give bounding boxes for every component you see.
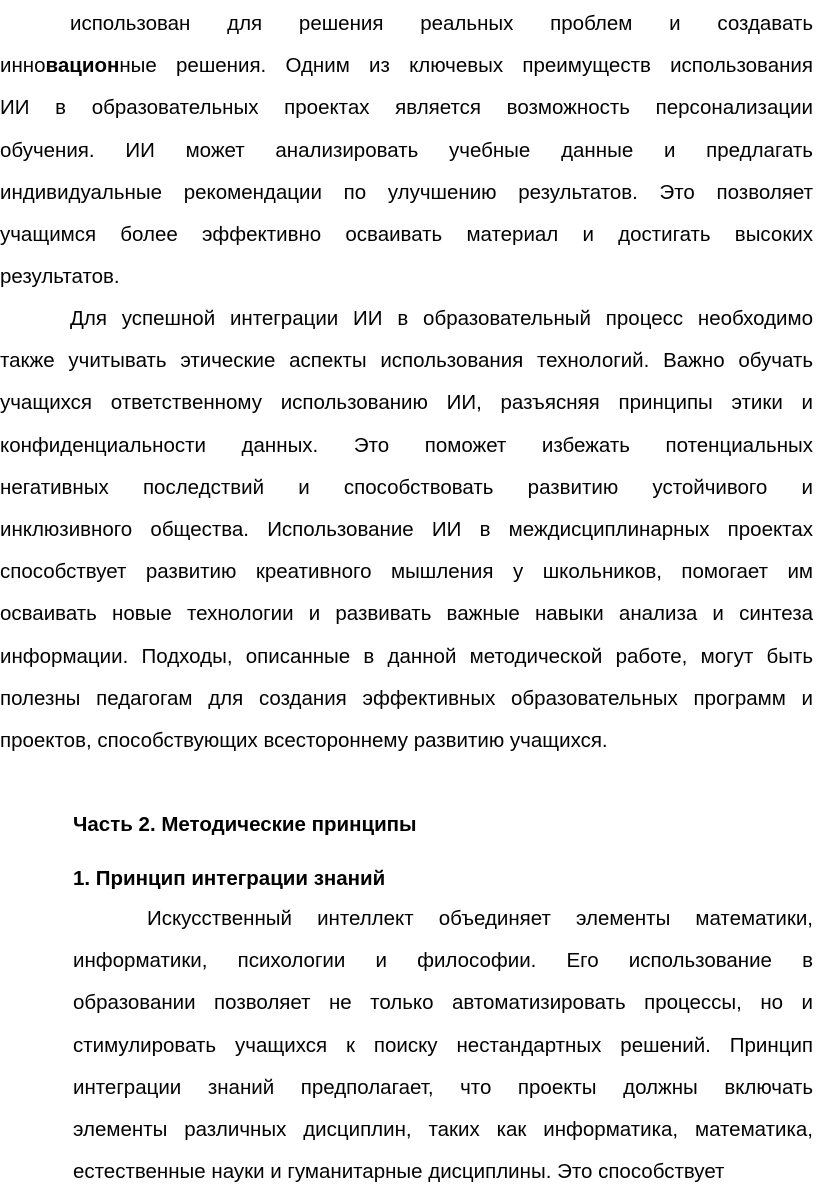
paragraph-2 [0, 298, 813, 762]
text-line: стимулировать учащихся к поиску нестандартных решений. Принцип [73, 1033, 813, 1057]
text-line: инклюзивного общества. Использование ИИ в междисциплинарных проектах [0, 517, 813, 541]
text-line: ИИ в образовательных проектах является возможность персонализации [0, 96, 813, 120]
text-line: также учитывать этические аспекты использования технологий. Важно обучать [0, 349, 813, 373]
text-line: естественные науки и гуманитарные дисциплины. Это способствует [73, 1160, 725, 1184]
text-line: интеграции знаний предполагает, что проекты должны включать [73, 1075, 813, 1099]
paragraph-3 [73, 898, 813, 1193]
text-fragment: ные решения. Одним из ключевых преимуществ использования [119, 54, 813, 78]
text-line: полезны педагогам для создания эффективных образовательных программ и [0, 686, 813, 710]
text-line: информации. Подходы, описанные в данной методической работе, могут быть [0, 644, 813, 668]
bold-fragment: вацион [45, 54, 120, 78]
text-line: конфиденциальности данных. Это поможет избежать потенциальных [0, 433, 813, 457]
text-line: результатов. [0, 265, 120, 289]
text-line: образовании позволяет не только автоматизировать процессы, но и [73, 991, 813, 1015]
text-line: информатики, психологии и философии. Его использование в [73, 949, 813, 973]
heading-part-2: Часть 2. Методические принципы [73, 813, 417, 836]
text-line: учащихся ответственному использованию ИИ, разъясняя принципы этики и [0, 391, 813, 415]
text-line: негативных последствий и способствовать развитию устойчивого и [0, 475, 813, 499]
text-line: использован для решения реальных проблем и создавать [70, 12, 813, 35]
text-line: элементы различных дисциплин, таких как информатика, математика, [73, 1117, 813, 1141]
text-line: осваивать новые технологии и развивать важные навыки анализа и синтеза [0, 602, 813, 626]
text-line: обучения. ИИ может анализировать учебные данные и предлагать [0, 138, 813, 162]
text-line [0, 45, 813, 87]
text-line: учащимся более эффективно осваивать материал и достигать высоких [0, 222, 813, 246]
text-line: Для успешной интеграции ИИ в образовательный процесс необходимо [70, 307, 813, 330]
text-line: проектов, способствующих всестороннему развитию учащихся. [0, 728, 608, 752]
paragraph-1 [0, 3, 813, 298]
text-line: Искусственный интеллект объединяет элементы математики, [147, 907, 813, 930]
text-line: способствует развитию креативного мышления у школьников, помогает им [0, 560, 813, 584]
text-fragment: инно [0, 54, 46, 78]
heading-principle-1: 1. Принцип интеграции знаний [73, 867, 386, 890]
text-line: индивидуальные рекомендации по улучшению результатов. Это позволяет [0, 180, 813, 204]
